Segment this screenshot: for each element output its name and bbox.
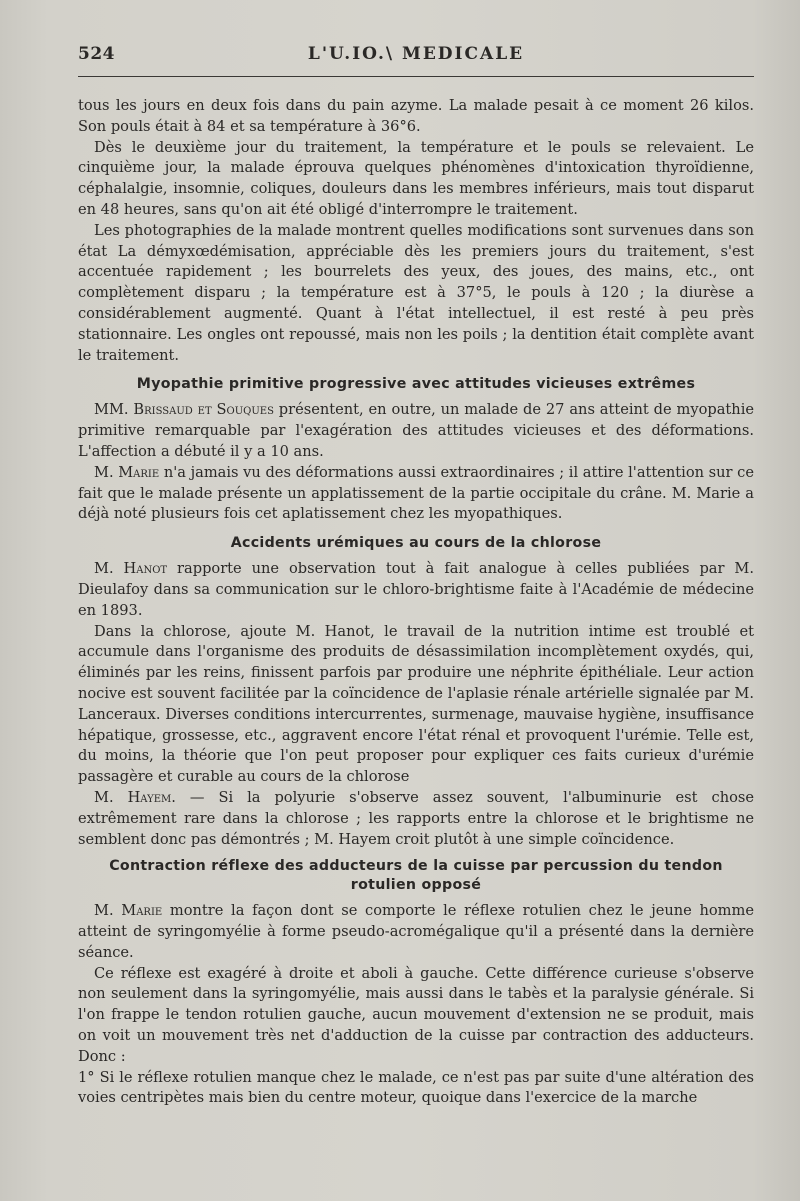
header-rule [78,76,754,77]
paragraph: Dès le deuxième jour du traitement, la température et le pouls se relevaient. Le cinquième jour, la malade éprouva quelques phénomènes d'intoxication thyroïdienne, céphalalgie, insomnie, coliques, douleurs dans les membres inférieurs, mais tout disparut en 48 heures, sans qu'on ait été obligé d'interrompre le traitement. [78,138,754,218]
article-body [78,96,754,1109]
section-heading-contraction: Contraction réflexe des adducteurs de la cuisse par percussion du tendon rotulien opposé [109,858,723,894]
paragraph: Ce réflexe est exagéré à droite et aboli à gauche. Cette différence curieuse s'observe non seulement dans la syringomyélie, mais aussi dans le tabès et la paralysie générale. Si l'on frappe le tendon rotulien gauche, aucun mouvement d'extension ne se produit, mais on voit un mouvement très net d'adduction de la cuisse par contraction des adducteurs. Donc : [78,964,754,1065]
author-names: Brissaud et Souques [133,401,274,419]
author-name: Hayem [127,788,172,806]
running-head: L'U.IO.\ MEDICALE [307,44,525,64]
paragraph-text: n'a jamais vu des déformations aussi extraordinaires ; il attire l'attention sur ce fait que le malade présente un applatissement de la partie occipitale du crâne. M. Marie a déjà noté plusieurs fois cet aplatissement chez les myopathiques. [78,463,754,523]
paragraph-text: présentent, en outre, un malade de 27 ans atteint de myopathie primitive remarquable par l'exagération des attitudes vicieuses et des déformations. L'affection a débuté il y a 10 ans. [78,401,755,460]
paragraph-prefix: M. [94,463,119,481]
author-name: Marie [121,902,163,920]
paragraph [78,463,754,525]
paragraph [78,559,754,621]
paragraph-text: . — Si la polyurie s'observe assez souvent, l'albuminurie est chose extrêmement rare dans la chlorose ; les rapports entre la chlorose et le brightisme ne semblent donc pas démontrés ; M. Hayem croit plutôt à une simple coïncidence. [78,788,754,848]
page-header [78,44,754,68]
author-name: Hanot [123,560,168,578]
paragraph: 1° Si le réflexe rotulien manque chez le malade, ce n'est pas par suite d'une altération des voies centripètes mais bien du centre moteur, quoique dans l'exercice de la marche [78,1068,754,1107]
paragraph: Dans la chlorose, ajoute M. Hanot, le travail de la nutrition intime est troublé et accumule dans l'organisme des produits de désassimilation incomplètement oxydés, qui, éliminés par les reins, finissent parfois par produire une néphrite épithéliale. Leur action nocive est souvent facilitée par la coïncidence de l'aplasie rénale artérielle signalée par M. Lanceraux. Diverses conditions intercurrentes, surmenage, mauvaise hygiène, insuffisance hépatique, grossesse, etc., aggravent encore l'état rénal et provoquent l'urémie. Telle est, du moins, la théorie que l'on peut proposer pour expliquer ces faits curieux d'urémie passagère et curable au cours de la chlorose [78,622,754,786]
section-heading-myopathie: Myopathie primitive progressive avec attitudes vicieuses extrêmes [136,376,696,393]
paragraph: Les photographies de la malade montrent quelles modifications sont survenues dans son état La démyxœdémisation, appréciable dès les premiers jours du traitement, s'est accentuée rapidement ; les bourrelets des yeux, des joues, des mains, etc., ont complètement disparu ; la température est à 37°5, le pouls à 120 ; la diurèse a considérablement augmenté. Quant à l'état intellectuel, il est resté à peu près stationnaire. Les ongles ont repoussé, mais non les poils ; la dentition était complète avant le traitement. [78,221,754,364]
page-number: 524 [78,44,115,64]
paragraph [78,788,754,850]
paragraph-prefix: M. [94,560,124,578]
paragraph-text: rapporte une observation tout à fait analogue à celles publiées par M. Dieulafoy dans sa communication sur le chloro-brightisme faite à l'Académie de médecine en 1893. [78,560,754,619]
paragraph-prefix: M. [94,788,128,806]
paragraph: tous les jours en deux fois dans du pain azyme. La malade pesait à ce moment 26 kilos. Son pouls était à 84 et sa température à 36°6. [78,97,754,135]
paragraph-prefix: MM. [94,401,134,419]
author-name: Marie [118,463,160,481]
paragraph-prefix: M. [94,902,122,920]
paragraph [78,901,754,963]
section-heading-accidents: Accidents urémiques au cours de la chlorose [230,535,602,552]
paragraph [78,400,754,462]
paragraph-text: montre la façon dont se comporte le réflexe rotulien chez le jeune homme atteint de syringomyélie à forme pseudo-acromégalique qu'il a présenté dans la dernière séance. [78,902,754,961]
